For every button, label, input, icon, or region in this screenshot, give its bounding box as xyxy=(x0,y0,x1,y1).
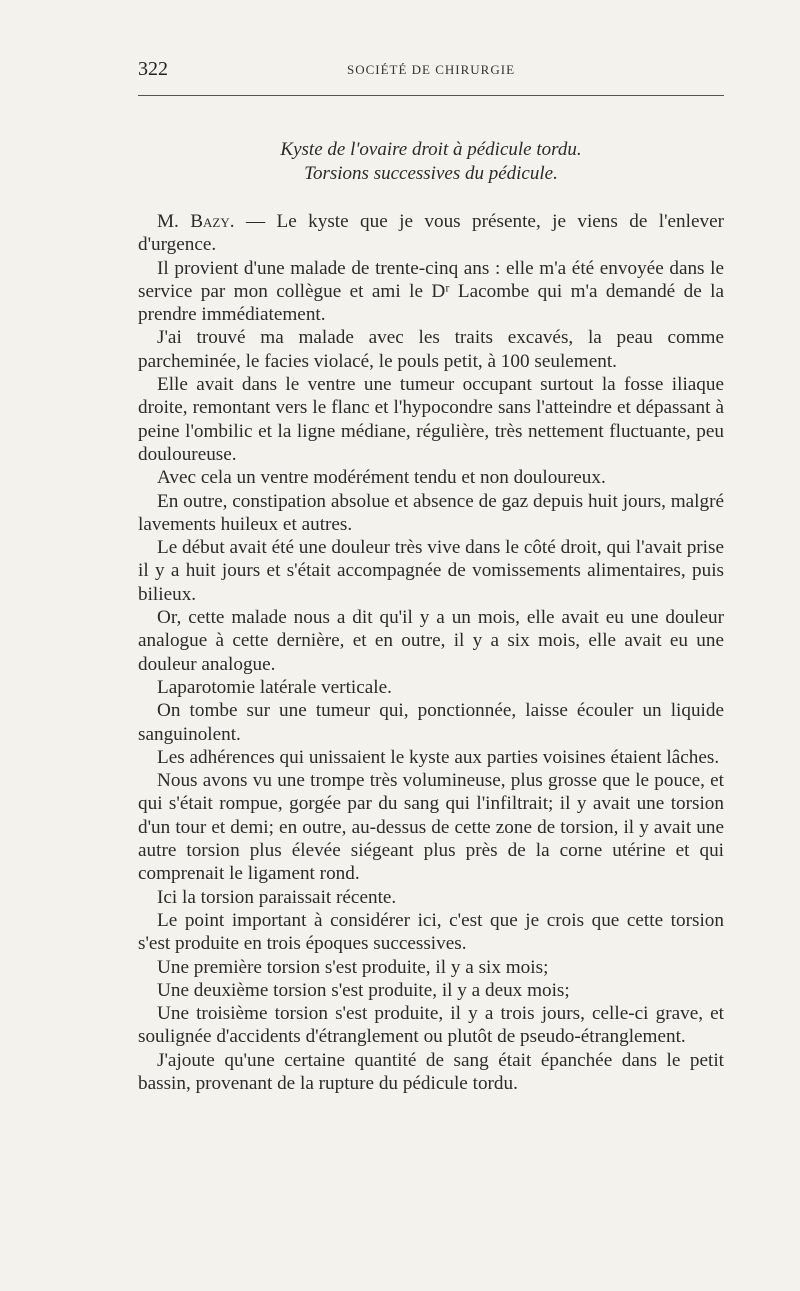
body-text xyxy=(138,210,724,1095)
paragraph: Le début avait été une douleur très vive dans le côté droit, qui l'avait prise il y a huit jours et s'était accompagnée de vomissements alimentaires, puis bilieux. xyxy=(138,537,724,605)
paragraph-opening xyxy=(138,210,724,257)
speaker-title: M. xyxy=(157,211,179,232)
speaker-name: Bazy. xyxy=(190,211,235,232)
paragraph: Une première torsion s'est produite, il y a six mois; xyxy=(157,956,549,978)
title-line-1: Kyste de l'ovaire droit à pédicule tordu. xyxy=(280,139,582,160)
page-header xyxy=(138,58,724,82)
paragraph: Une troisième torsion s'est produite, il y a trois jours, celle-ci grave, et soulignée d'accidents d'étranglement ou plutôt de pseudo-étranglement. xyxy=(138,1003,724,1048)
paragraph: Il provient d'une malade de trente-cinq ans : elle m'a été envoyée dans le service par mon collègue et ami le Dʳ Lacombe qui m'a demandé de la prendre immédiatement. xyxy=(138,257,724,326)
paragraph: Laparotomie latérale verticale. xyxy=(157,676,392,698)
paragraph: On tombe sur une tumeur qui, ponctionnée, laisse écouler un liquide sanguinolent. xyxy=(138,700,724,745)
paragraph: Le point important à considérer ici, c'est que je crois que cette torsion s'est produite en trois époques successives. xyxy=(138,909,724,955)
header-rule xyxy=(138,95,724,96)
paragraph: Avec cela un ventre modérément tendu et non douloureux. xyxy=(157,467,606,489)
paragraph: Nous avons vu une trompe très volumineuse, plus grosse que le pouce, et qui s'était rompue, gorgée par du sang qui l'infiltrait; il y avait une torsion d'un tour et demi; en outre, au-dessus de cette zone de torsion, il y avait une autre torsion plus élevée siégeant plus près de la corne utérine et qui comprenait le ligament rond. xyxy=(138,770,724,885)
paragraph: Or, cette malade nous a dit qu'il y a un mois, elle avait eu une douleur analogue à cette dernière, et en outre, il y a six mois, elle avait eu une douleur analogue. xyxy=(138,607,724,675)
paragraph: En outre, constipation absolue et absence de gaz depuis huit jours, malgré lavements huileux et autres. xyxy=(138,490,724,535)
paragraph: Une deuxième torsion s'est produite, il y a deux mois; xyxy=(157,979,570,1001)
opening-text: — Le kyste que je vous présente, je viens de l'enlever d'urgence. xyxy=(138,211,724,256)
paragraph: J'ajoute qu'une certaine quantité de sang était épanchée dans le petit bassin, provenant de la rupture du pédicule tordu. xyxy=(138,1049,724,1094)
paragraph: J'ai trouvé ma malade avec les traits excavés, la peau comme parcheminée, le facies violacé, le pouls petit, à 100 seulement. xyxy=(138,327,724,372)
title-line-2: Torsions successives du pédicule. xyxy=(304,163,558,184)
paragraph: Ici la torsion paraissait récente. xyxy=(157,886,397,908)
paragraph: Elle avait dans le ventre une tumeur occupant surtout la fosse iliaque droite, remontant vers le flanc et l'hypocondre sans l'atteindre et dépassant à peine l'ombilic et la ligne médiane, régulière, très nettement fluctuante, peu douloureuse. xyxy=(138,374,724,465)
running-head: SOCIÉTÉ DE CHIRURGIE xyxy=(346,62,516,77)
paragraph: Les adhérences qui unissaient le kyste aux parties voisines étaient lâches. xyxy=(157,746,720,768)
article-title xyxy=(138,138,724,186)
page-number: 322 xyxy=(138,58,168,80)
